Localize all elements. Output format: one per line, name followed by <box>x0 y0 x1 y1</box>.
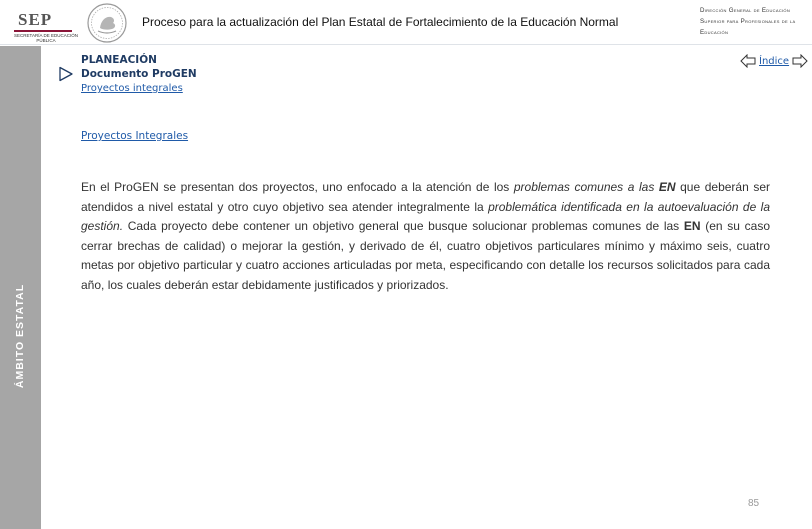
page-navigation <box>740 53 808 69</box>
document-title: Proceso para la actualización del Plan Estatal de Fortalecimiento de la Educación Normal <box>142 15 619 29</box>
subheading-link[interactable]: Proyectos Integrales <box>81 130 189 142</box>
paragraph-run: Cada proyecto debe contener un objetivo general que busque solucionar problemas comunes de las <box>123 219 684 233</box>
arrow-left-icon[interactable] <box>740 54 756 68</box>
sep-logo-text: SEP <box>18 10 53 29</box>
sep-logo-subtitle: SECRETARÍA DE EDUCACIÓN PÚBLICA <box>14 33 78 43</box>
page-header <box>0 0 812 46</box>
section-title: PLANEACIÓN <box>81 54 157 66</box>
paragraph-run: EN <box>658 180 676 194</box>
body-paragraph <box>81 178 770 295</box>
paragraph-run: EN <box>683 219 701 233</box>
header-divider <box>0 44 812 45</box>
page-number: 85 <box>748 498 760 509</box>
play-arrow-icon <box>58 66 74 82</box>
index-link[interactable]: Índice <box>759 55 790 67</box>
document-subtitle: Documento ProGEN <box>81 68 197 80</box>
sidebar <box>0 46 41 529</box>
breadcrumb-link-proyectos[interactable]: Proyectos integrales <box>81 83 183 94</box>
paragraph-run: En el ProGEN se presentan dos proyectos, uno enfocado a la atención de los <box>81 180 514 194</box>
institution-name: Dirección General de Educación Superior para Profesionales de la Educación <box>700 7 796 36</box>
sep-logo <box>6 4 78 44</box>
arrow-right-icon[interactable] <box>792 54 808 68</box>
paragraph-run: que deberán ser atendidos a nivel estatal y otro cuyo objetivo sea atender integralmente la <box>81 180 770 214</box>
paragraph-run: problemática identificada en la autoevaluación de la gestión. <box>81 199 770 233</box>
national-seal-icon <box>86 2 128 44</box>
paragraph-run: (en su caso cerrar brechas de calidad) o mejorar la gestión, y derivado de él, cuatro objetivos particulares mínimo y máximo seis, cuatro metas por objetivo particular y cuatro acciones articuladas por meta, especificando con detalle los recursos solicitados para cada año, los cuales deberán estar debidamente justificados y priorizados. <box>81 219 770 292</box>
sidebar-label: ÁMBITO ESTATAL <box>14 283 26 389</box>
paragraph-run: problemas comunes a las <box>513 180 659 194</box>
sep-logo-bar <box>14 30 72 32</box>
